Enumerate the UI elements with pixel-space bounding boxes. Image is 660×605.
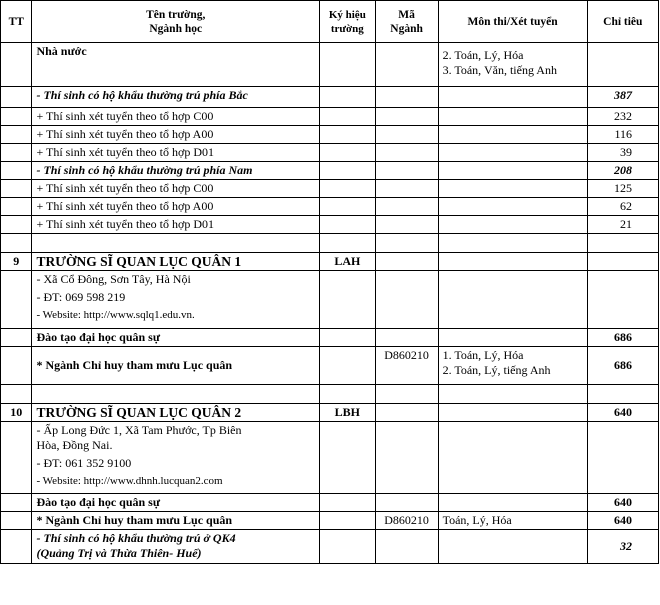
north-row-value: 232 (587, 108, 658, 126)
north-row-label: + Thí sinh xét tuyển theo tổ hợp C00 (32, 108, 320, 126)
table-row (1, 253, 659, 271)
header-mon-thi: Môn thi/Xét tuyển (438, 1, 587, 43)
south-row-label: + Thí sinh xét tuyển theo tổ hợp A00 (32, 198, 320, 216)
school10-phone: - ĐT: 061 352 9100 (36, 456, 132, 470)
table-row (1, 347, 659, 385)
table-row (1, 162, 659, 180)
school9-major: * Ngành Chỉ huy tham mưu Lục quân (32, 347, 320, 385)
school9-phone: - ĐT: 069 598 219 (36, 290, 126, 304)
school9-dao-tao: Đào tạo đại học quân sự (32, 329, 320, 347)
school10-qk4 (32, 530, 320, 564)
school10-website: - Website: http://www.dhnh.lucquan2.com (36, 475, 223, 487)
top-mon-thi (438, 43, 587, 87)
table-row (1, 126, 659, 144)
header-ma-nganh (375, 1, 438, 43)
spacer-row (1, 234, 659, 253)
header-ten-truong-line1: Tên trường, (146, 8, 206, 21)
table-row (1, 512, 659, 530)
north-row-value: 116 (587, 126, 658, 144)
table-row (1, 530, 659, 564)
school10-dao-tao-total: 640 (587, 494, 658, 512)
school9-website: - Website: http://www.sqlq1.edu.vn. (36, 309, 195, 321)
school10-total: 640 (587, 404, 658, 422)
top-mon-1: 2. Toán, Lý, Hóa (442, 48, 524, 62)
table-row (1, 271, 659, 329)
south-total: 208 (587, 162, 658, 180)
north-total: 387 (587, 87, 658, 108)
school9-major-mon-2: 2. Toán, Lý, tiếng Anh (442, 363, 551, 377)
school9-name: TRƯỜNG SĨ QUAN LỤC QUÂN 1 (32, 253, 320, 271)
school9-address: - Xã Cổ Đông, Sơn Tây, Hà Nội (36, 272, 191, 286)
school9-info (32, 271, 320, 329)
school9-major-total: 686 (587, 347, 658, 385)
south-row-label: + Thí sinh xét tuyển theo tổ hợp C00 (32, 180, 320, 198)
school9-major-code: D860210 (375, 347, 438, 385)
school10-qk4-total: 32 (587, 530, 658, 564)
table-row (1, 494, 659, 512)
south-row-value: 62 (587, 198, 658, 216)
south-row-label: + Thí sinh xét tuyển theo tổ hợp D01 (32, 216, 320, 234)
table-row (1, 198, 659, 216)
school10-qk4-line2: (Quảng Trị và Thừa Thiên- Huế) (36, 546, 202, 560)
north-row-value: 39 (587, 144, 658, 162)
table-row (1, 329, 659, 347)
header-ten-truong (32, 1, 320, 43)
north-label: - Thí sinh có hộ khẩu thường trú phía Bắc (32, 87, 320, 108)
school10-tt: 10 (1, 404, 32, 422)
school10-qk4-line1: - Thí sinh có hộ khẩu thường trú ở QK4 (36, 531, 236, 545)
north-row-label: + Thí sinh xét tuyển theo tổ hợp A00 (32, 126, 320, 144)
school9-tt: 9 (1, 253, 32, 271)
header-ky-hieu-line2: trường (330, 22, 364, 35)
table-row (1, 144, 659, 162)
table-row (1, 422, 659, 494)
school10-info (32, 422, 320, 494)
header-chi-tieu: Chỉ tiêu (587, 1, 658, 43)
nha-nuoc-label: Nhà nước (32, 43, 320, 87)
table-header-row (1, 1, 659, 43)
north-row-label: + Thí sinh xét tuyển theo tổ hợp D01 (32, 144, 320, 162)
school10-address-1: - Ấp Long Đức 1, Xã Tam Phước, Tp Biên (36, 423, 242, 437)
table-row (1, 180, 659, 198)
header-tt: TT (1, 1, 32, 43)
south-label: - Thí sinh có hộ khẩu thường trú phía Nam (32, 162, 320, 180)
spacer-row (1, 385, 659, 404)
table-row (1, 216, 659, 234)
header-ma-nganh-line1: Mã (398, 8, 415, 21)
top-mon-2: 3. Toán, Văn, tiếng Anh (442, 63, 557, 77)
south-row-value: 21 (587, 216, 658, 234)
school10-major-total: 640 (587, 512, 658, 530)
school10-dao-tao: Đào tạo đại học quân sự (32, 494, 320, 512)
header-ky-hieu-line1: Ký hiệu (328, 8, 366, 21)
table-row (1, 404, 659, 422)
header-ky-hieu (320, 1, 376, 43)
school9-code: LAH (320, 253, 376, 271)
header-ten-truong-line2: Ngành học (149, 22, 203, 35)
school10-address-2: Hòa, Đồng Nai. (36, 438, 113, 452)
school10-code: LBH (320, 404, 376, 422)
school10-major-mon: Toán, Lý, Hóa (438, 512, 587, 530)
school10-major: * Ngành Chỉ huy tham mưu Lục quân (32, 512, 320, 530)
header-ma-nganh-line2: Ngành (390, 22, 423, 35)
table-row (1, 108, 659, 126)
south-row-value: 125 (587, 180, 658, 198)
school10-name: TRƯỜNG SĨ QUAN LỤC QUÂN 2 (32, 404, 320, 422)
school9-major-mon (438, 347, 587, 385)
table-row (1, 87, 659, 108)
table-row (1, 43, 659, 87)
school9-dao-tao-total: 686 (587, 329, 658, 347)
school9-major-mon-1: 1. Toán, Lý, Hóa (442, 348, 524, 362)
school10-major-code: D860210 (375, 512, 438, 530)
